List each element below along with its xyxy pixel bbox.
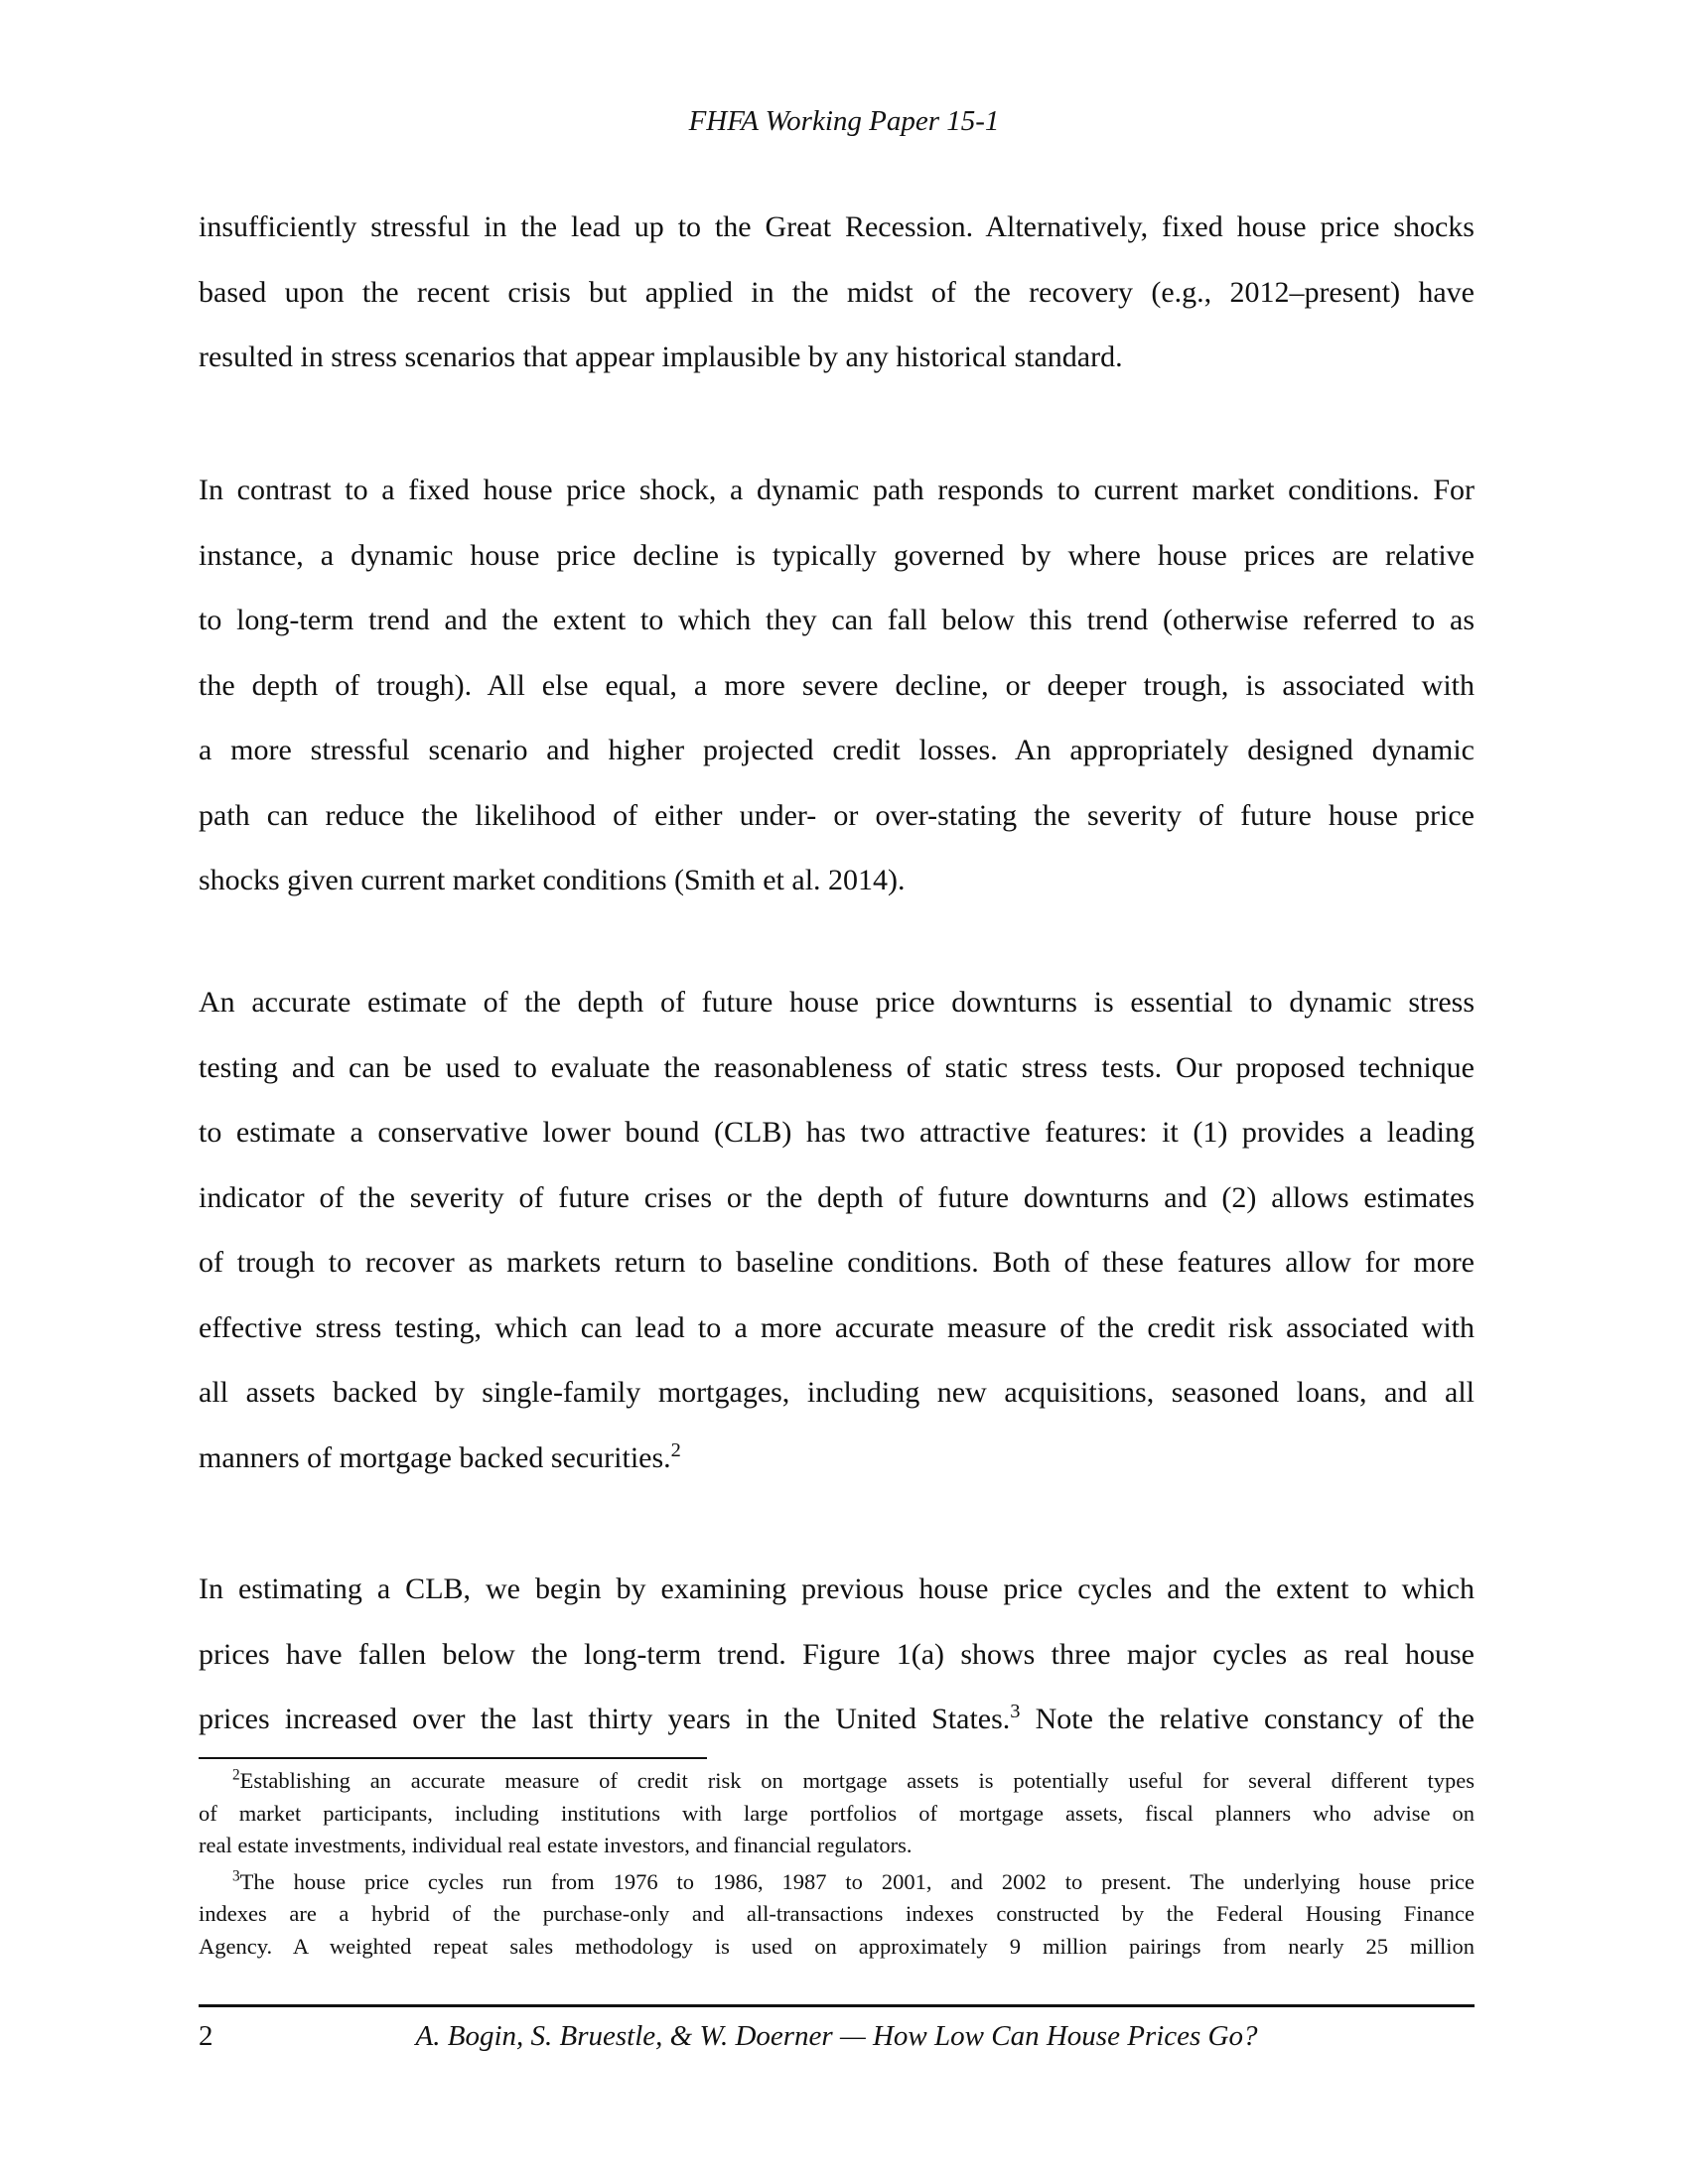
footnote-line: Agency. A weighted repeat sales methodology is used on approximately 9 million pairings from nearly 25 million [199,1933,1475,1959]
body-paragraph-2 [199,458,1475,913]
footnote-mark: 3 [232,1867,240,1885]
footnotes [199,1765,1475,1963]
footnote-line: of market participants, including institutions with large portfolios of mortgage assets, fiscal planners who advise on [199,1800,1475,1826]
footnote-ref-3[interactable]: 3 [1010,1700,1021,1722]
text-line: In estimating a CLB, we begin by examining previous house price cycles and the extent to which [199,1572,1475,1605]
text-line: to estimate a conservative lower bound (CLB) has two attractive features: it (1) provides a leading [199,1116,1475,1149]
text-line: indicator of the severity of future crises or the depth of future downturns and (2) allows estimates [199,1180,1475,1214]
footnote-ref-2[interactable]: 2 [670,1438,681,1461]
footnote-3: $^3$The house price cycles run from 1976 to 1986, 1987 to 2001, and 2002 to present. The underlying house price [232,1867,1475,1894]
text-line: to long-term trend and the extent to which they can fall below this trend (otherwise referred to as [199,604,1475,636]
text-line: An accurate estimate of the depth of future house price downturns is essential to dynamic stress [199,986,1475,1019]
text-line: insufficiently stressful in the lead up to the Great Recession. Alternatively, fixed house price shocks [199,210,1475,243]
footnote-mark: 2 [232,1766,240,1784]
body-paragraph-1 [199,195,1475,390]
text-line: effective stress testing, which can lead to a more accurate measure of the credit risk associated with [199,1310,1475,1344]
text-line: a more stressful scenario and higher projected credit losses. An appropriately designed dynamic [199,734,1475,766]
body-paragraph-4 [199,1557,1475,1752]
text-line: path can reduce the likelihood of either under- or over-stating the severity of future house price [199,798,1475,832]
text-line: prices increased over the last thirty years in the United States.$^3$ Note the relative constancy of the [199,1700,1475,1735]
text-line: all assets backed by single-family mortgages, including new acquisitions, seasoned loans, and all [199,1376,1475,1409]
footer-title: A. Bogin, S. Bruestle, & W. Doerner — How Low Can House Prices Go? [415,2020,1258,2052]
footnote-line: indexes are a hybrid of the purchase-only and all-transactions indexes constructed by the Federal Housing Finance [199,1901,1475,1926]
footer-rule [199,2004,1475,2007]
body-paragraph-3 [199,970,1475,1490]
running-header: FHFA Working Paper 15-1 [688,105,1000,137]
footnote-separator [199,1757,707,1759]
text-line: the depth of trough). All else equal, a more severe decline, or deeper trough, is associated with [199,668,1475,702]
page-number: 2 [199,2020,213,2052]
text-line: testing and can be used to evaluate the reasonableness of static stress tests. Our proposed technique [199,1050,1475,1084]
text-line: resulted in stress scenarios that appear implausible by any historical standard. [199,341,1123,373]
footnote-line: real estate investments, individual real estate investors, and financial regulators. [199,1833,913,1857]
text-line: manners of mortgage backed securities.$^2$ [199,1438,681,1474]
text-line: In contrast to a fixed house price shock, a dynamic path responds to current market conditions. For [199,474,1475,506]
text-line: of trough to recover as markets return to baseline conditions. Both of these features allow for more [199,1246,1475,1279]
text-line: prices have fallen below the long-term trend. Figure 1(a) shows three major cycles as real house [199,1637,1475,1671]
text-line: based upon the recent crisis but applied in the midst of the recovery (e.g., 2012–present) have [199,275,1475,309]
text-line: instance, a dynamic house price decline is typically governed by where house prices are relative [199,538,1475,572]
footnote-2: $^2$Establishing an accurate measure of credit risk on mortgage assets is potentially useful for several different types [232,1766,1475,1793]
text-line: shocks given current market conditions (Smith et al. 2014). [199,864,906,896]
